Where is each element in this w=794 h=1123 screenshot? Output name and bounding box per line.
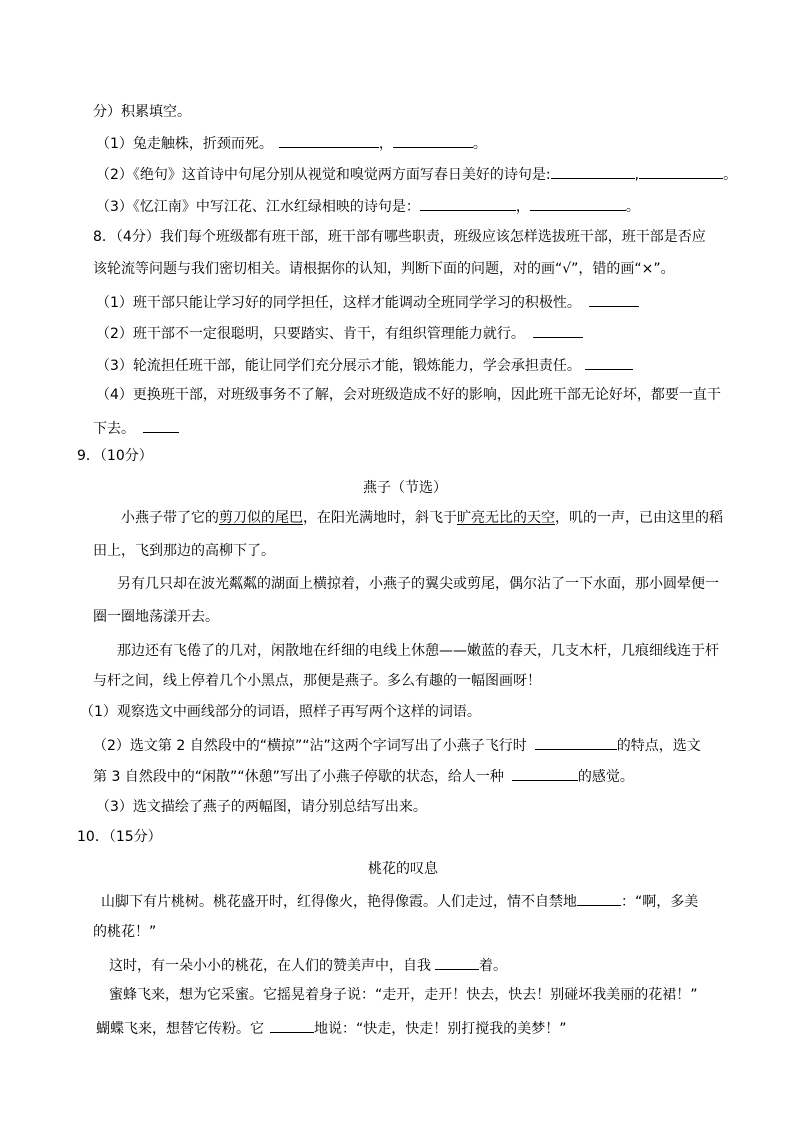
passage-paragraph-cont: 与杆之间，线上停着几个小黑点，那便是燕子。多么有趣的一幅图画呀！ [93,673,541,689]
answer-blank[interactable] [143,418,179,433]
passage-paragraph-cont: 的桃花！” [93,924,157,940]
underlined-phrase: 剪刀似的尾巴 [219,510,303,526]
answer-blank[interactable] [512,766,578,781]
answer-blank[interactable] [420,196,516,211]
answer-blank[interactable] [639,164,723,179]
passage-paragraph: 这时，有一朵小小的桃花，在人们的赞美声中，自我 着。 [109,955,507,975]
q9-subquestion-2: （2）选文第 2 自然段中的“横掠”“沾”这两个字词写出了小燕子飞行时 的特点，选文 [93,735,701,755]
q7-continuation: 分）积累填空。 [93,104,191,120]
q8-statement-2: （2）班干部不一定很聪明，只要踏实、肯干，有组织管理能力就行。 [96,323,583,343]
passage-paragraph: 另有几只却在波光粼粼的湖面上横掠着，小燕子的翼尖或剪尾，偶尔沾了一下水面，那小圆晕便一 [117,576,719,592]
passage-paragraph: 蝴蝶飞来，想替它传粉。它 地说：“快走，快走！别打搅我的美梦！” [96,1018,567,1038]
answer-blank[interactable] [577,891,621,906]
q7-item-2: （2）《绝句》这首诗中句尾分别从视觉和嗅觉两方面写春日美好的诗句是: , 。 [96,164,737,184]
q9-subquestion-2-cont: 第 3 自然段中的“闲散”“休憩”写出了小燕子停歇的状态，给人一种 的感觉。 [93,766,634,786]
passage-paragraph: 蜜蜂飞来，想为它采蜜。它摇晃着身子说：“走开，走开！快去，快去！别碰坏我美丽的花裙！” [109,987,698,1003]
underlined-phrase: 旷亮无比的天空 [457,510,555,526]
passage-title: 燕子（节选） [363,480,447,496]
passage-paragraph-cont: 圈一圈地荡漾开去。 [93,609,219,625]
q9-subquestion-3: （3）选文描绘了燕子的两幅图，请分别总结写出来。 [96,799,427,815]
answer-blank[interactable] [393,133,473,148]
passage-paragraph: 山脚下有片桃树。桃花盛开时，红得像火，艳得像霞。人们走过，情不自禁地 ：“啊，多美 [101,891,698,911]
answer-blank[interactable] [551,164,635,179]
answer-blank[interactable] [435,955,479,970]
answer-blank[interactable] [589,292,639,307]
q9-heading: 9．（10分） [77,448,153,464]
q8-statement-1: （1）班干部只能让学习好的同学担任，这样才能调动全班同学学习的积极性。 [96,292,639,312]
answer-blank[interactable] [533,323,583,338]
q8-heading: 8．（4分）我们每个班级都有班干部，班干部有哪些职责，班级应该怎样选拔班干部，班干部是否应 [93,229,706,245]
q8-heading-cont: 该轮流等问题与我们密切相关。请根据你的认知，判断下面的问题，对的画“√”，错的画“×”。 [93,261,675,277]
q9-subquestion-1: （1）观察选文中画线部分的词语，照样子再写两个这样的词语。 [80,704,481,720]
passage-paragraph: 那边还有飞倦了的几对，闲散地在纤细的电线上休憩——嫩蓝的春天，几支木杆，几痕细线连于杆 [117,643,719,659]
q8-statement-4-cont: 下去。 [93,418,179,438]
passage-paragraph-cont: 田上，飞到那边的高柳下了。 [93,543,275,559]
answer-blank[interactable] [535,735,617,750]
passage-title: 桃花的叹息 [368,861,438,877]
q8-statement-4: （4）更换班干部，对班级事务不了解，会对班级造成不好的影响，因此班干部无论好坏，都要一直干 [96,387,721,403]
q7-item-3: （3）《忆江南》中写江花、江水红绿相映的诗句是： ， 。 [96,196,640,216]
q7-item-1: （1）兔走触株，折颈而死。 ， 。 [96,133,487,153]
answer-blank[interactable] [279,133,379,148]
answer-blank[interactable] [270,1018,314,1033]
passage-paragraph: 小燕子带了它的剪刀似的尾巴，在阳光满地时，斜飞于旷亮无比的天空，叽的一声，已由这里的稻 [121,510,723,526]
answer-blank[interactable] [530,196,626,211]
q10-heading: 10．（15分） [77,829,162,845]
q8-statement-3: （3）轮流担任班干部，能让同学们充分展示才能，锻炼能力，学会承担责任。 [96,355,633,375]
answer-blank[interactable] [585,355,633,370]
